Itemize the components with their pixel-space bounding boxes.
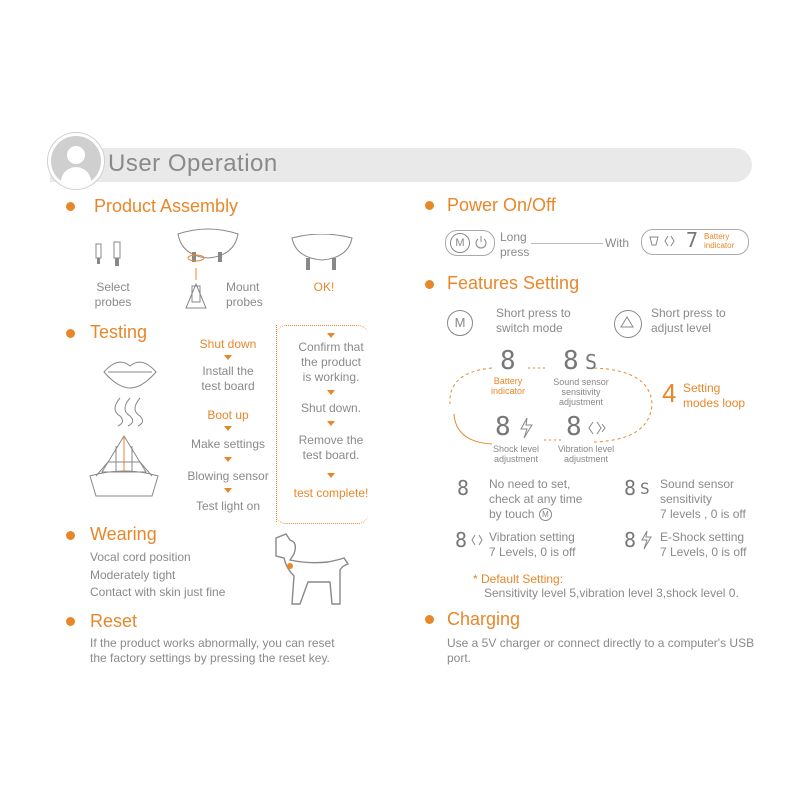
test-board-illustration: [88, 432, 160, 500]
m-key-icon: M: [450, 233, 470, 253]
desc-sound-suffix: S: [640, 479, 650, 498]
wearing-line-3: Contact with skin just fine: [90, 585, 226, 599]
test-step-remove: Remove the test board.: [298, 433, 364, 462]
adjust-level-label: Short press to adjust level: [651, 306, 726, 335]
bullet-dot: [425, 615, 434, 624]
bullet-dot: [66, 329, 75, 338]
desc-shock-digit: 8: [624, 528, 637, 552]
test-step-blowing: Blowing sensor: [187, 469, 269, 483]
test-step-confirm: Confirm that the product is working.: [298, 340, 364, 384]
vibration-icon: [587, 420, 607, 436]
mode-vibration-digit: 8: [566, 412, 582, 442]
ok-label: OK!: [313, 280, 335, 294]
step-arrow: [224, 457, 232, 462]
section-title-reset: Reset: [90, 611, 138, 631]
test-step-install: Install the test board: [201, 364, 255, 393]
loop-label: Setting modes loop: [683, 381, 746, 410]
power-icon: [474, 235, 488, 249]
mode-shock-label: Shock level adjustment: [492, 444, 540, 464]
bullet-dot: [425, 280, 434, 289]
loop-count: 4: [662, 378, 677, 408]
m-key-icon: M: [447, 310, 473, 336]
mode-battery-label: Battery indicator: [490, 376, 526, 396]
section-title-testing: Testing: [90, 322, 148, 342]
step-arrow: [327, 333, 335, 338]
dog-icon: [268, 532, 354, 608]
shock-icon: [639, 530, 653, 550]
section-title-power: Power On/Off: [447, 195, 556, 215]
mode-vibration-label: Vibration level adjustment: [557, 444, 615, 464]
battery-indicator-label: Battery indicator: [704, 232, 735, 250]
mount-probes-label: Mount probes: [226, 280, 263, 309]
mode-battery-digit: 8: [500, 346, 516, 376]
charging-text: Use a 5V charger or connect directly to a computer's USB port.: [447, 636, 755, 665]
bullet-dot: [66, 617, 75, 626]
desc-shock-text: E-Shock setting 7 Levels, 0 is off: [660, 530, 747, 559]
step-arrow: [327, 390, 335, 395]
switch-mode-label: Short press to switch mode: [496, 306, 571, 335]
section-title-features: Features Setting: [447, 273, 580, 293]
with-label: With: [605, 236, 629, 250]
default-setting-label: * Default Setting:: [473, 572, 564, 586]
vibration-icon: [470, 533, 486, 547]
desc-sound-text: Sound sensor sensitivity 7 levels , 0 is off: [660, 477, 746, 521]
wind-icon: [106, 396, 156, 428]
bullet-dot: [66, 531, 75, 540]
step-arrow: [224, 355, 232, 360]
step-arrow: [224, 426, 232, 431]
desc-vibration-text: Vibration setting 7 Levels, 0 is off: [489, 530, 576, 559]
mode-sound-suffix: S: [585, 350, 598, 374]
test-step-shut-down: Shut down: [199, 337, 257, 351]
test-step-shut-down-2: Shut down.: [300, 401, 362, 415]
test-step-complete: test complete!: [293, 486, 369, 500]
long-press-label: Long press: [500, 230, 530, 259]
vibration-icon: [648, 233, 680, 249]
page-title: User Operation: [108, 150, 278, 177]
divider-line: [531, 243, 603, 244]
step-arrow: [327, 421, 335, 426]
mode-shock-digit: 8: [495, 412, 511, 442]
step-arrow: [224, 488, 232, 493]
wearing-line-1: Vocal cord position: [90, 550, 191, 564]
test-step-light: Test light on: [195, 499, 261, 513]
m-key-icon: M: [539, 508, 552, 521]
desc-sound-digit: 8: [624, 476, 637, 500]
desc-battery-digit: 8: [457, 476, 470, 500]
shock-icon: [518, 417, 534, 439]
default-setting-text: Sensitivity level 5,vibration level 3,shock level 0.: [484, 586, 739, 600]
section-title-assembly: Product Assembly: [94, 196, 239, 216]
bullet-dot: [66, 202, 75, 211]
probe-icon: [92, 240, 132, 270]
section-title-charging: Charging: [447, 609, 521, 629]
wearing-line-2: Moderately tight: [90, 568, 176, 582]
desc-vibration-digit: 8: [455, 528, 468, 552]
user-avatar-icon: [48, 133, 104, 189]
reset-text: If the product works abnormally, you can reset the factory settings by pressing the reset key.: [90, 636, 335, 665]
triangle-up-icon: [620, 316, 634, 328]
desc-battery-text: No need to set, check at any time by touch: [489, 477, 583, 521]
mode-sound-digit: 8: [563, 346, 579, 376]
step-arrow: [327, 473, 335, 478]
test-step-settings: Make settings: [190, 437, 266, 451]
section-title-wearing: Wearing: [90, 524, 157, 544]
bullet-dot: [425, 201, 434, 210]
collar-icon: [290, 234, 354, 274]
testing-flow-connector-left: [276, 325, 277, 522]
mode-sound-label: Sound sensor sensitivity adjustment: [553, 377, 609, 407]
test-step-boot-up: Boot up: [207, 408, 249, 422]
battery-digit: 7: [686, 228, 699, 252]
select-probes-label: Select probes: [94, 280, 132, 309]
